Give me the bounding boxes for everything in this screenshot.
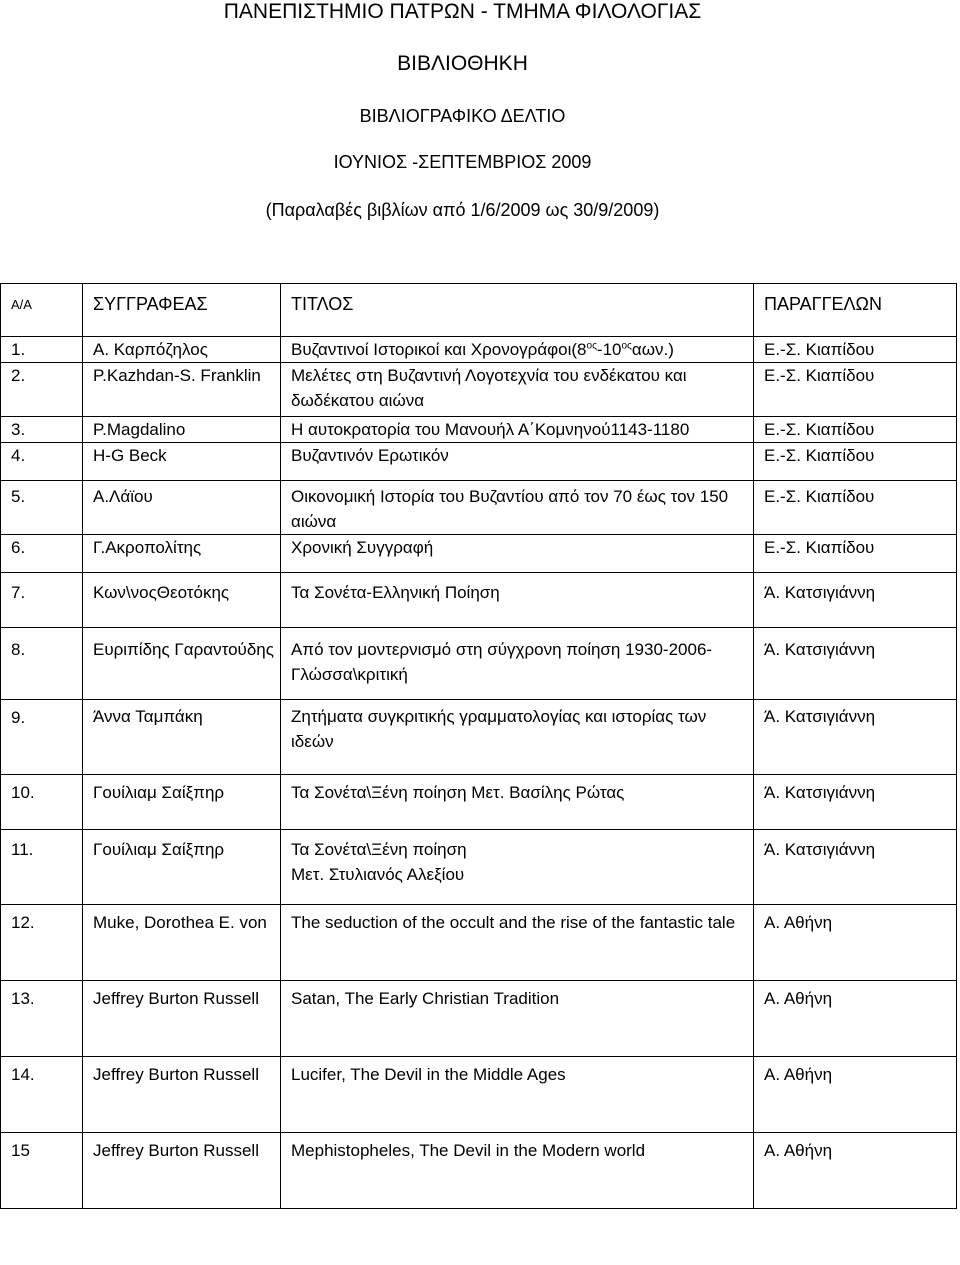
row-title: Χρονική Συγγραφή (281, 535, 754, 573)
row-orderer: Α. Αθήνη (754, 905, 957, 981)
row-orderer: Ε.-Σ. Κιαπίδου (754, 363, 957, 417)
row-title: Mephistopheles, The Devil in the Modern world (281, 1133, 754, 1209)
row-number: 6. (1, 535, 83, 573)
ordinal-suffix: ος (586, 340, 597, 352)
title-text: Βυζαντινοί Ιστορικοί και Χρονογράφοι(8 (291, 340, 587, 359)
table-row (1, 830, 957, 905)
row-author: Γουίλιαμ Σαίξπηρ (83, 830, 281, 905)
row-orderer: Α. Αθήνη (754, 1133, 957, 1209)
row-title: Μελέτες στη Βυζαντινή Λογοτεχνία του ενδέκατου και δωδέκατου αιώνα (281, 363, 754, 417)
row-orderer: Ά. Κατσιγιάννη (754, 573, 957, 628)
row-title: Από τον μοντερνισμό στη σύγχρονη ποίηση 1930-2006-Γλώσσα\κριτική (281, 628, 754, 700)
title-line: Τα Σονέτα\Ξένη ποίηση (291, 840, 467, 859)
row-number: 5. (1, 481, 83, 535)
table-row (1, 363, 957, 417)
row-orderer: Α. Αθήνη (754, 981, 957, 1057)
row-author: Jeffrey Burton Russell (83, 981, 281, 1057)
row-title: Βυζαντινόν Ερωτικόν (281, 443, 754, 481)
row-title: Η αυτοκρατορία του Μανουήλ Α΄Κομνηνού1143-1180 (281, 417, 754, 443)
row-orderer: Ε.-Σ. Κιαπίδου (754, 337, 957, 363)
row-orderer: Ε.-Σ. Κιαπίδου (754, 417, 957, 443)
row-orderer: Ε.-Σ. Κιαπίδου (754, 443, 957, 481)
column-header-number: Α/Α (1, 284, 83, 337)
row-orderer: Ά. Κατσιγιάννη (754, 830, 957, 905)
table-row (1, 535, 957, 573)
row-number: 13. (1, 981, 83, 1057)
column-header-orderer: ΠΑΡΑΓΓΕΛΩΝ (754, 284, 957, 337)
row-author: P.Kazhdan-S. Franklin (83, 363, 281, 417)
row-author: H-G Beck (83, 443, 281, 481)
row-number: 7. (1, 573, 83, 628)
table-row (1, 417, 957, 443)
row-number: 4. (1, 443, 83, 481)
column-header-title: ΤΙΤΛΟΣ (281, 284, 754, 337)
row-title: The seduction of the occult and the rise of the fantastic tale (281, 905, 754, 981)
row-author: Muke, Dorothea E. von (83, 905, 281, 981)
row-title: Οικονομική Ιστορία του Βυζαντίου από τον 70 έως τον 150 αιώνα (281, 481, 754, 535)
translator-line: Μετ. Στυλιανός Αλεξίου (291, 865, 465, 884)
row-number: 10. (1, 775, 83, 830)
library-title: ΒΙΒΛΙΟΘΗΚΗ (397, 52, 528, 75)
row-author: Α. Καρπόζηλος (83, 337, 281, 363)
table-header-row (1, 284, 957, 337)
table-row (1, 628, 957, 700)
table-row (1, 443, 957, 481)
row-number: 14. (1, 1057, 83, 1133)
period-title: ΙΟΥΝΙΟΣ -ΣΕΠΤΕΜΒΡΙΟΣ 2009 (333, 152, 592, 172)
table-row (1, 1133, 957, 1209)
title-text: -10 (596, 340, 622, 359)
row-orderer: Ε.-Σ. Κιαπίδου (754, 535, 957, 573)
row-orderer: Α. Αθήνη (754, 1057, 957, 1133)
received-range: (Παραλαβές βιβλίων από 1/6/2009 ως 30/9/2009) (265, 200, 660, 220)
table-row (1, 775, 957, 830)
title-text: αων.) (631, 340, 674, 359)
bulletin-title: ΒΙΒΛΙΟΓΡΑΦΙΚΟ ΔΕΛΤΙΟ (359, 106, 566, 126)
table-row (1, 481, 957, 535)
table-row (1, 573, 957, 628)
row-author: Γ.Ακροπολίτης (83, 535, 281, 573)
row-author: Γουίλιαμ Σαίξπηρ (83, 775, 281, 830)
column-header-author: ΣΥΓΓΡΑΦΕΑΣ (83, 284, 281, 337)
table-row (1, 337, 957, 363)
row-number: 8. (1, 628, 83, 700)
table-row (1, 700, 957, 775)
row-author: Ευριπίδης Γαραντούδης (83, 628, 281, 700)
row-number: 2. (1, 363, 83, 417)
ordinal-suffix: ος (621, 340, 632, 352)
row-number: 15 (1, 1133, 83, 1209)
row-title: Τα Σονέτα-Ελληνική Ποίηση (281, 573, 754, 628)
university-title: ΠΑΝΕΠΙΣΤΗΜΙΟ ΠΑΤΡΩΝ - ΤΜΗΜΑ ΦΙΛΟΛΟΓΙΑΣ (223, 0, 702, 23)
row-title (281, 337, 754, 363)
row-author: P.Magdalino (83, 417, 281, 443)
row-number: 9. (1, 700, 83, 775)
row-title (281, 830, 754, 905)
table-row (1, 1057, 957, 1133)
row-orderer: Ά. Κατσιγιάννη (754, 775, 957, 830)
row-title: Ζητήματα συγκριτικής γραμματολογίας και ιστορίας των ιδεών (281, 700, 754, 775)
row-author: Α.Λάϊου (83, 481, 281, 535)
row-number: 12. (1, 905, 83, 981)
row-title: Satan, The Early Christian Tradition (281, 981, 754, 1057)
row-orderer: Ε.-Σ. Κιαπίδου (754, 481, 957, 535)
books-table (0, 283, 957, 1209)
row-author: Jeffrey Burton Russell (83, 1133, 281, 1209)
row-title: Lucifer, The Devil in the Middle Ages (281, 1057, 754, 1133)
row-number: 11. (1, 830, 83, 905)
table-row (1, 981, 957, 1057)
row-author: Jeffrey Burton Russell (83, 1057, 281, 1133)
row-title: Τα Σονέτα\Ξένη ποίηση Μετ. Βασίλης Ρώτας (281, 775, 754, 830)
row-number: 1. (1, 337, 83, 363)
table-row (1, 905, 957, 981)
row-author: Κων\νοςΘεοτόκης (83, 573, 281, 628)
row-orderer: Ά. Κατσιγιάννη (754, 700, 957, 775)
row-author: Άννα Ταμπάκη (83, 700, 281, 775)
row-orderer: Ά. Κατσιγιάννη (754, 628, 957, 700)
row-number: 3. (1, 417, 83, 443)
